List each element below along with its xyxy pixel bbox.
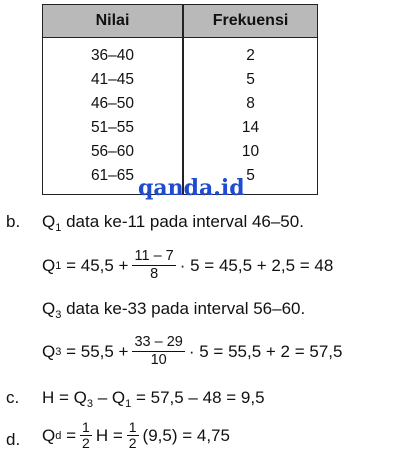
table-row (43, 95, 317, 119)
q1-equation: Q 1 = 45,5 + $\frac{11 - 7}{8}$ · 5 = 45,5 + 2,5 = 48 (42, 248, 334, 283)
table-row (43, 47, 317, 71)
frequency-table (42, 4, 318, 195)
cell-frequency: 14 (241, 119, 260, 136)
cell-frequency: 5 (246, 167, 255, 184)
quartile-deviation-equation: Q d = $\frac{1}{2}$ H = $\frac{1}{2}$ (9,5) = 4,75 (42, 419, 230, 452)
cell-interval: 46–50 (90, 95, 135, 112)
cell-frequency: 2 (246, 47, 255, 64)
cell-frequency: 10 (241, 143, 260, 160)
label-b: b. (6, 212, 21, 231)
q3-equation: Q 3 = 55,5 + $\frac{33 - 29}{10}$ · 5 = 55,5 + 2 = 57,5 (42, 334, 343, 369)
cell-interval: 36–40 (90, 47, 135, 64)
q1-fraction: $\frac{11 - 7}{8}$ (134, 248, 174, 283)
table-header (43, 5, 317, 38)
half-fraction: $\frac{1}{2}$ (82, 419, 90, 452)
range-equation: $H = Q_3 - Q_1 = 57,5 - 48 = 9,5$ (42, 388, 265, 410)
cell-interval: 51–55 (90, 119, 135, 136)
header-nilai: Nilai (95, 12, 130, 29)
q3-fraction: $\frac{33 - 29}{10}$ (134, 334, 183, 369)
watermark-logo: qanda.id (138, 175, 245, 201)
cell-frequency: 8 (246, 95, 255, 112)
label-d: d. (6, 430, 21, 449)
cell-interval: 61–65 (90, 167, 135, 184)
table-row (43, 119, 317, 143)
table-row (43, 71, 317, 95)
cell-interval: 41–45 (90, 71, 135, 88)
label-c: c. (6, 388, 20, 407)
cell-interval: 56–60 (90, 143, 135, 160)
q3-statement: $Q_3$ data ke-33 pada interval 56–60. (42, 299, 306, 321)
table-row (43, 143, 317, 167)
header-frekuensi: Frekuensi (212, 12, 289, 29)
half-fraction: $\frac{1}{2}$ (128, 419, 137, 452)
q1-statement: $Q_1$ data ke-11 pada interval 46–50. (42, 212, 304, 234)
cell-frequency: 5 (246, 71, 255, 88)
